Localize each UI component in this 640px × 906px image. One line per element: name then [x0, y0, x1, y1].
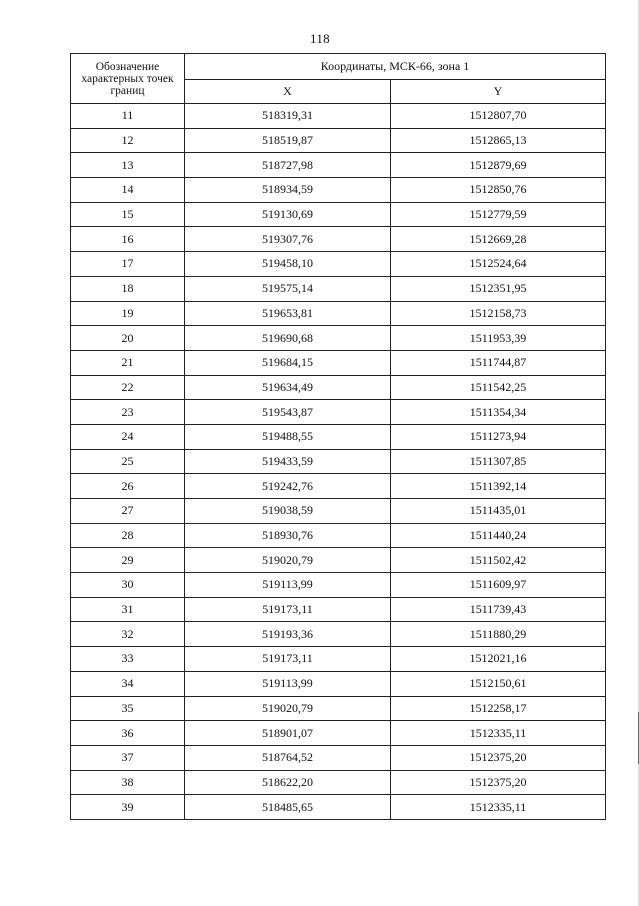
- point-cell: 24: [71, 424, 185, 449]
- table-row: [71, 153, 606, 178]
- point-cell: 22: [71, 375, 185, 400]
- y-cell: 1512669,28: [391, 227, 606, 252]
- x-cell: 519653,81: [185, 301, 391, 326]
- y-cell: 1512524,64: [391, 252, 606, 277]
- table-row: [71, 227, 606, 252]
- x-cell: 518901,07: [185, 721, 391, 746]
- header-point-designation: Обозначение характерных точек границ: [71, 54, 185, 104]
- y-cell: 1512807,70: [391, 104, 606, 129]
- x-cell: 518519,87: [185, 128, 391, 153]
- point-cell: 20: [71, 326, 185, 351]
- y-cell: 1511542,25: [391, 375, 606, 400]
- x-cell: 519020,79: [185, 696, 391, 721]
- x-cell: 519113,99: [185, 671, 391, 696]
- scan-mark: [638, 712, 639, 764]
- point-cell: 11: [71, 104, 185, 129]
- point-cell: 34: [71, 671, 185, 696]
- table-row: [71, 770, 606, 795]
- x-cell: 518930,76: [185, 523, 391, 548]
- y-cell: 1512150,61: [391, 671, 606, 696]
- table-row: [71, 622, 606, 647]
- y-cell: 1512351,95: [391, 276, 606, 301]
- table-row: [71, 548, 606, 573]
- table-row: [71, 326, 606, 351]
- table-row: [71, 252, 606, 277]
- x-cell: 519130,69: [185, 202, 391, 227]
- x-cell: 518319,31: [185, 104, 391, 129]
- table-row: [71, 795, 606, 820]
- x-cell: 519690,68: [185, 326, 391, 351]
- table-row: [71, 350, 606, 375]
- x-cell: 519634,49: [185, 375, 391, 400]
- table-row: [71, 128, 606, 153]
- point-cell: 16: [71, 227, 185, 252]
- point-cell: 25: [71, 449, 185, 474]
- y-cell: 1511609,97: [391, 573, 606, 598]
- y-cell: 1512258,17: [391, 696, 606, 721]
- table-row: [71, 523, 606, 548]
- point-cell: 39: [71, 795, 185, 820]
- header-coordinates-group: Координаты, МСК-66, зона 1: [185, 54, 606, 80]
- point-cell: 32: [71, 622, 185, 647]
- y-cell: 1511354,34: [391, 400, 606, 425]
- y-cell: 1512335,11: [391, 721, 606, 746]
- point-cell: 13: [71, 153, 185, 178]
- y-cell: 1511307,85: [391, 449, 606, 474]
- x-cell: 518764,52: [185, 745, 391, 770]
- table-header: [71, 54, 606, 104]
- point-cell: 12: [71, 128, 185, 153]
- table-row: [71, 202, 606, 227]
- x-cell: 519575,14: [185, 276, 391, 301]
- y-cell: 1512375,20: [391, 745, 606, 770]
- point-cell: 28: [71, 523, 185, 548]
- x-cell: 519488,55: [185, 424, 391, 449]
- x-cell: 519433,59: [185, 449, 391, 474]
- x-cell: 519307,76: [185, 227, 391, 252]
- y-cell: 1511440,24: [391, 523, 606, 548]
- header-y: Y: [391, 80, 606, 104]
- y-cell: 1512335,11: [391, 795, 606, 820]
- table-row: [71, 696, 606, 721]
- table-row: [71, 375, 606, 400]
- x-cell: 519193,36: [185, 622, 391, 647]
- table-row: [71, 449, 606, 474]
- y-cell: 1511392,14: [391, 474, 606, 499]
- point-cell: 38: [71, 770, 185, 795]
- point-cell: 29: [71, 548, 185, 573]
- x-cell: 519543,87: [185, 400, 391, 425]
- table-row: [71, 573, 606, 598]
- table-row: [71, 474, 606, 499]
- y-cell: 1512375,20: [391, 770, 606, 795]
- table-row: [71, 721, 606, 746]
- y-cell: 1512879,69: [391, 153, 606, 178]
- y-cell: 1512865,13: [391, 128, 606, 153]
- x-cell: 518485,65: [185, 795, 391, 820]
- point-cell: 18: [71, 276, 185, 301]
- page-number: 118: [310, 31, 330, 46]
- table-row: [71, 745, 606, 770]
- point-cell: 19: [71, 301, 185, 326]
- x-cell: 519242,76: [185, 474, 391, 499]
- point-cell: 33: [71, 647, 185, 672]
- point-cell: 35: [71, 696, 185, 721]
- y-cell: 1511744,87: [391, 350, 606, 375]
- y-cell: 1511502,42: [391, 548, 606, 573]
- y-cell: 1511953,39: [391, 326, 606, 351]
- table-row: [71, 647, 606, 672]
- point-cell: 17: [71, 252, 185, 277]
- table-row: [71, 671, 606, 696]
- y-cell: 1512850,76: [391, 178, 606, 203]
- x-cell: 518934,59: [185, 178, 391, 203]
- table-row: [71, 178, 606, 203]
- y-cell: 1511273,94: [391, 424, 606, 449]
- y-cell: 1511435,01: [391, 499, 606, 524]
- header-x: X: [185, 80, 391, 104]
- table-row: [71, 400, 606, 425]
- table-row: [71, 499, 606, 524]
- point-cell: 37: [71, 745, 185, 770]
- point-cell: 27: [71, 499, 185, 524]
- x-cell: 519173,11: [185, 597, 391, 622]
- x-cell: 519038,59: [185, 499, 391, 524]
- point-cell: 31: [71, 597, 185, 622]
- point-cell: 30: [71, 573, 185, 598]
- y-cell: 1512779,59: [391, 202, 606, 227]
- table-row: [71, 301, 606, 326]
- x-cell: 519173,11: [185, 647, 391, 672]
- point-cell: 36: [71, 721, 185, 746]
- table-row: [71, 597, 606, 622]
- point-cell: 14: [71, 178, 185, 203]
- table-row: [71, 104, 606, 129]
- table-row: [71, 276, 606, 301]
- x-cell: 519020,79: [185, 548, 391, 573]
- coordinates-table: [70, 53, 606, 820]
- y-cell: 1512158,73: [391, 301, 606, 326]
- y-cell: 1511880,29: [391, 622, 606, 647]
- point-cell: 21: [71, 350, 185, 375]
- point-cell: 23: [71, 400, 185, 425]
- point-cell: 26: [71, 474, 185, 499]
- point-cell: 15: [71, 202, 185, 227]
- table-row: [71, 424, 606, 449]
- x-cell: 518622,20: [185, 770, 391, 795]
- table-body: [71, 104, 606, 820]
- x-cell: 519458,10: [185, 252, 391, 277]
- x-cell: 519684,15: [185, 350, 391, 375]
- x-cell: 518727,98: [185, 153, 391, 178]
- y-cell: 1511739,43: [391, 597, 606, 622]
- y-cell: 1512021,16: [391, 647, 606, 672]
- x-cell: 519113,99: [185, 573, 391, 598]
